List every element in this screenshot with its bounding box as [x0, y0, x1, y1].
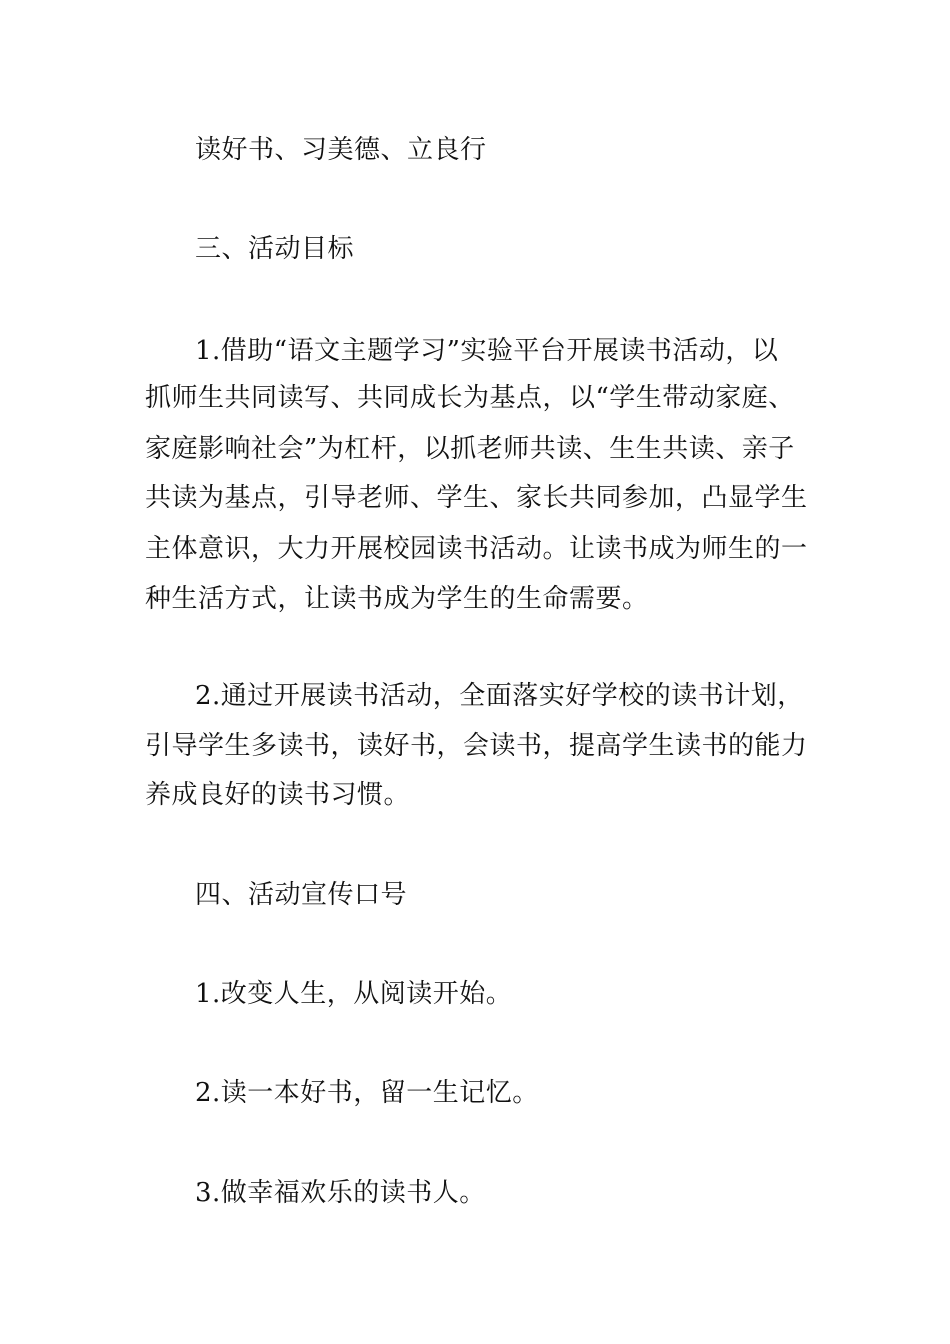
goal2-line-3: 养成良好的读书习惯。 — [145, 780, 411, 810]
goal1-line-2: 抓师生共同读写、共同成长为基点，以“学生带动家庭、 — [145, 383, 795, 413]
goal1-line-6: 种生活方式，让读书成为学生的生命需要。 — [145, 584, 649, 614]
goal1-line-1: 1.借助“语文主题学习”实验平台开展读书活动，以 — [195, 336, 779, 366]
slogan-line: 读好书、习美德、立良行 — [195, 135, 487, 165]
goal2-line-2: 引导学生多读书，读好书，会读书，提高学生读书的能力 — [145, 731, 808, 761]
goal1-line-5: 主体意识，大力开展校园读书活动。让读书成为师生的一 — [145, 534, 808, 564]
goal1-line-3: 家庭影响社会”为杠杆，以抓老师共读、生生共读、亲子 — [145, 434, 795, 464]
slogan-item-2: 2.读一本好书，留一生记忆。 — [195, 1078, 539, 1108]
slogan-item-3: 3.做幸福欢乐的读书人。 — [195, 1178, 486, 1208]
goal2-line-1: 2.通过开展读书活动，全面落实好学校的读书计划， — [195, 681, 804, 711]
slogan-item-1: 1.改变人生，从阅读开始。 — [195, 979, 513, 1009]
goal1-line-4: 共读为基点，引导老师、学生、家长共同参加，凸显学生 — [145, 483, 808, 513]
section-heading-slogans: 四、活动宣传口号 — [195, 880, 408, 910]
section-heading-goals: 三、活动目标 — [195, 234, 355, 264]
